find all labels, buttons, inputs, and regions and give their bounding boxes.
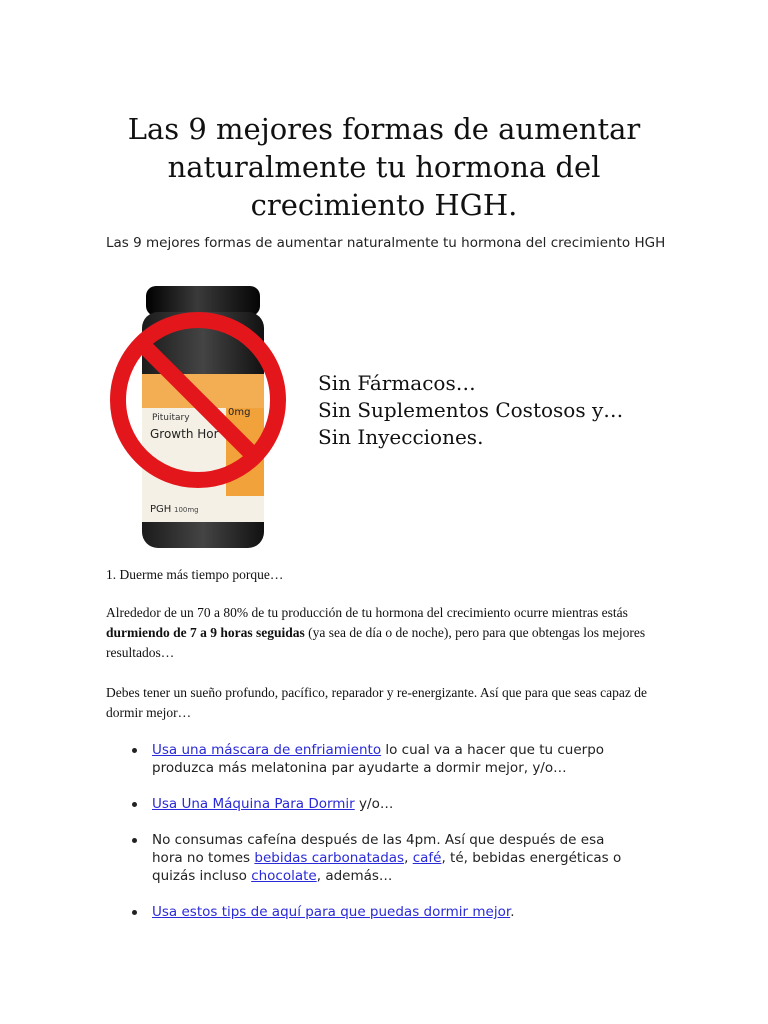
link-carbonated-drinks[interactable]: bebidas carbonatadas (254, 850, 405, 866)
hero-line-3: Sin Inyecciones. (318, 425, 484, 449)
section-heading: 1. Duerme más tiempo porque… (106, 567, 284, 582)
link-chocolate[interactable]: chocolate (251, 868, 317, 884)
link-coffee[interactable]: café (412, 850, 442, 866)
hero-line-2: Sin Suplementos Costosos y… (318, 398, 624, 422)
page-title: Las 9 mejores formas de aumentar naturalmente tu hormona del crecimiento HGH. (127, 112, 641, 222)
hero-caption (318, 370, 623, 451)
svg-text:PGH: PGH (150, 504, 172, 515)
link-cooling-mask[interactable]: Usa una máscara de enfriamiento (152, 742, 382, 758)
paragraph-2: Debes tener un sueño profundo, pacífico, reparador y re-energizante. Así que para que seas capaz de dormir mejor… (106, 685, 648, 720)
svg-text:Growth Hor: Growth Hor (150, 427, 219, 441)
svg-text:0mg: 0mg (228, 407, 251, 418)
hgh-bottle-prohibited-image (106, 282, 306, 552)
tips-list (106, 741, 626, 939)
paragraph-1: Alrededor de un 70 a 80% de tu producción de tu hormona del crecimiento ocurre mientras estás durmiendo de 7 a 9 horas seguidas (ya sea de día o de noche), pero para que obtengas los mejores resultados… (106, 605, 646, 660)
subtitle-text: Las 9 mejores formas de aumentar naturalmente tu hormona del crecimiento HGH (106, 235, 666, 251)
svg-text:100mg: 100mg (174, 506, 199, 514)
list-item: Usa Una Máquina Para Dormir y/o… (106, 795, 626, 813)
list-item: No consumas cafeína después de las 4pm. Así que después de esa hora no tomes bebidas carbonatadas, café, té, bebidas energéticas o quizás incluso chocolate, además… (106, 831, 626, 885)
svg-text:Pituitary: Pituitary (152, 413, 190, 423)
list-item: Usa estos tips de aquí para que puedas dormir mejor. (106, 903, 626, 921)
bold-emphasis: durmiendo de 7 a 9 horas seguidas (106, 625, 305, 640)
bottle-cap (146, 286, 260, 316)
link-sleep-tips[interactable]: Usa estos tips de aquí para que puedas dormir mejor (152, 904, 511, 920)
link-sleep-machine[interactable]: Usa Una Máquina Para Dormir (152, 796, 355, 812)
hero-image (106, 282, 666, 552)
list-item: Usa una máscara de enfriamiento lo cual va a hacer que tu cuerpo produzca más melatonina par ayudarte a dormir mejor, y/o… (106, 741, 626, 777)
hero-line-1: Sin Fármacos… (318, 371, 476, 395)
